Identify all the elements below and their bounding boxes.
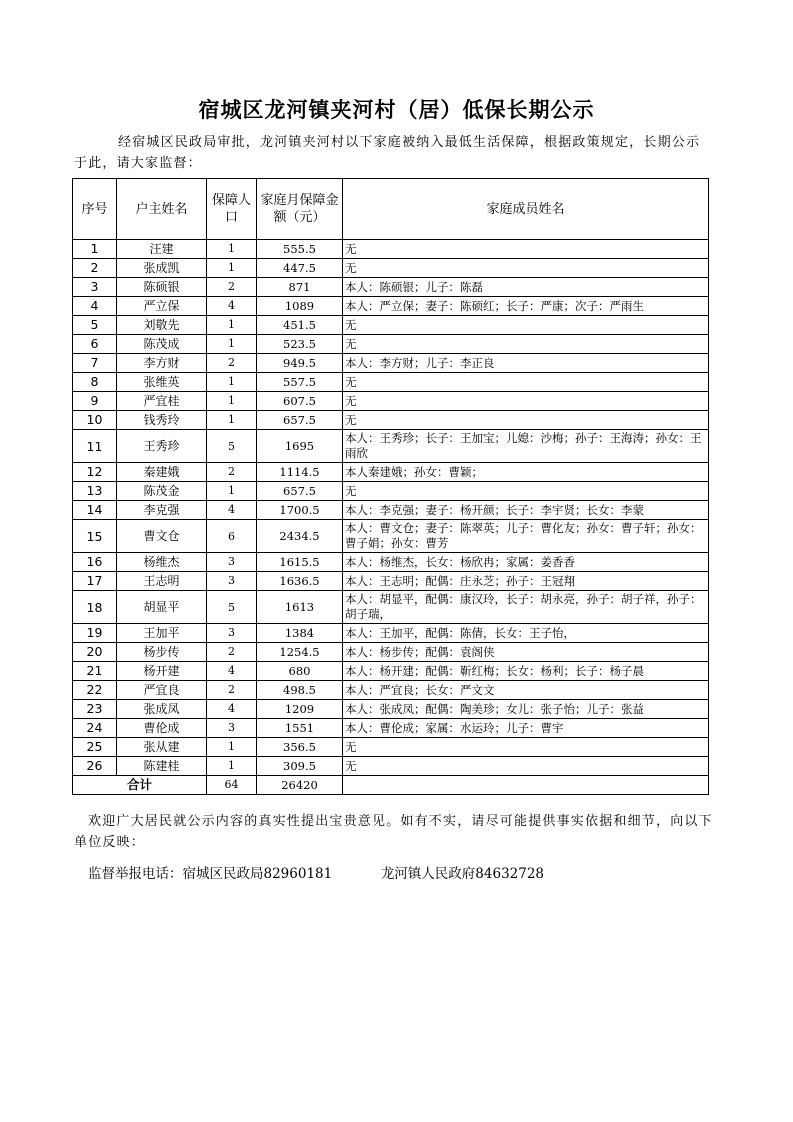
cell-people: 1 (207, 482, 257, 501)
cell-people: 1 (207, 335, 257, 354)
table-row (73, 482, 709, 501)
cell-amount: 1551 (257, 719, 343, 738)
cell-people: 1 (207, 757, 257, 776)
cell-household-head: 王秀珍 (117, 430, 207, 463)
cell-amount: 657.5 (257, 482, 343, 501)
cell-seq: 22 (73, 681, 117, 700)
cell-household-head: 严宜桂 (117, 392, 207, 411)
cell-people: 1 (207, 738, 257, 757)
cell-members: 本人：李方财；儿子：李正良 (343, 354, 709, 373)
page-title: 宿城区龙河镇夹河村（居）低保长期公示 (198, 98, 595, 122)
cell-members: 无 (343, 373, 709, 392)
cell-people: 2 (207, 681, 257, 700)
cell-household-head: 杨步传 (117, 643, 207, 662)
cell-seq: 1 (73, 240, 117, 259)
cell-household-head: 李克强 (117, 501, 207, 520)
cell-household-head: 胡显平 (117, 591, 207, 624)
table-row (73, 392, 709, 411)
header-members: 家庭成员姓名 (343, 179, 709, 240)
table-row (73, 316, 709, 335)
table-row (73, 463, 709, 482)
cell-members: 无 (343, 757, 709, 776)
cell-members: 本人：曹文仓；妻子：陈翠英；儿子：曹化友；孙女：曹子轩；孙女：曹子娟；孙女：曹芳 (343, 520, 709, 553)
cell-people: 6 (207, 520, 257, 553)
cell-household-head: 王加平 (117, 624, 207, 643)
cell-household-head: 陈茂成 (117, 335, 207, 354)
cell-members: 本人：陈硕银；儿子：陈磊 (343, 278, 709, 297)
cell-household-head: 钱秀玲 (117, 411, 207, 430)
cell-seq: 17 (73, 572, 117, 591)
table-row (73, 373, 709, 392)
table-row (73, 520, 709, 553)
cell-seq: 16 (73, 553, 117, 572)
cell-amount: 451.5 (257, 316, 343, 335)
table-row (73, 501, 709, 520)
table-row (73, 297, 709, 316)
cell-amount: 1615.5 (257, 553, 343, 572)
cell-members: 本人：杨维杰，长女：杨欣冉；家属：姜香香 (343, 553, 709, 572)
table-row (73, 278, 709, 297)
table-row (73, 553, 709, 572)
table-row (73, 411, 709, 430)
header-amount: 家庭月保障金额（元） (257, 179, 343, 240)
cell-people: 1 (207, 392, 257, 411)
cell-amount: 555.5 (257, 240, 343, 259)
cell-members: 本人：王秀珍；长子：王加宝；儿媳：沙梅；孙子：王海涛；孙女：王雨欣 (343, 430, 709, 463)
cell-people: 2 (207, 354, 257, 373)
cell-seq: 7 (73, 354, 117, 373)
total-amount: 26420 (257, 776, 343, 795)
cell-household-head: 杨开建 (117, 662, 207, 681)
cell-amount: 523.5 (257, 335, 343, 354)
hotline-line (88, 862, 544, 882)
cell-people: 2 (207, 643, 257, 662)
cell-members: 本人：曹伦成；家属：水运玲；儿子：曹宇 (343, 719, 709, 738)
cell-household-head: 张从建 (117, 738, 207, 757)
cell-seq: 13 (73, 482, 117, 501)
cell-people: 4 (207, 700, 257, 719)
cell-household-head: 陈建桂 (117, 757, 207, 776)
header-seq: 序号 (73, 179, 117, 240)
cell-people: 2 (207, 278, 257, 297)
cell-household-head: 张维英 (117, 373, 207, 392)
cell-members: 无 (343, 482, 709, 501)
cell-household-head: 杨维杰 (117, 553, 207, 572)
cell-seq: 8 (73, 373, 117, 392)
cell-members: 本人：王加平，配偶：陈倩，长女：王子怡， (343, 624, 709, 643)
cell-seq: 4 (73, 297, 117, 316)
cell-seq: 21 (73, 662, 117, 681)
cell-people: 1 (207, 240, 257, 259)
cell-members: 本人：杨步传；配偶：袁阁侠 (343, 643, 709, 662)
cell-seq: 20 (73, 643, 117, 662)
cell-people: 3 (207, 553, 257, 572)
cell-household-head: 张成凤 (117, 700, 207, 719)
cell-household-head: 李方财 (117, 354, 207, 373)
cell-amount: 1114.5 (257, 463, 343, 482)
cell-people: 4 (207, 662, 257, 681)
cell-household-head: 秦建娥 (117, 463, 207, 482)
total-people: 64 (207, 776, 257, 795)
cell-members: 无 (343, 738, 709, 757)
table-row (73, 719, 709, 738)
cell-seq: 26 (73, 757, 117, 776)
cell-people: 3 (207, 572, 257, 591)
cell-seq: 9 (73, 392, 117, 411)
cell-seq: 3 (73, 278, 117, 297)
cell-people: 1 (207, 411, 257, 430)
cell-seq: 12 (73, 463, 117, 482)
cell-seq: 14 (73, 501, 117, 520)
cell-household-head: 王志明 (117, 572, 207, 591)
cell-amount: 657.5 (257, 411, 343, 430)
table-row (73, 624, 709, 643)
cell-amount: 607.5 (257, 392, 343, 411)
cell-members: 本人：胡显平，配偶：康汉玲，长子：胡永亮，孙子：胡子祥，孙子：胡子瑞， (343, 591, 709, 624)
table-row (73, 757, 709, 776)
table-row (73, 335, 709, 354)
cell-seq: 10 (73, 411, 117, 430)
cell-members: 无 (343, 316, 709, 335)
cell-amount: 447.5 (257, 259, 343, 278)
cell-household-head: 刘敬先 (117, 316, 207, 335)
cell-people: 5 (207, 430, 257, 463)
cell-members: 无 (343, 411, 709, 430)
cell-members: 本人：严立保；妻子：陈硕红；长子：严康；次子：严雨生 (343, 297, 709, 316)
cell-members: 本人：严宜良；长女：严文文 (343, 681, 709, 700)
table-row (73, 430, 709, 463)
cell-people: 5 (207, 591, 257, 624)
table-body (73, 240, 709, 776)
cell-seq: 11 (73, 430, 117, 463)
header-people: 保障人口 (207, 179, 257, 240)
footer-paragraph: 欢迎广大居民就公示内容的真实性提出宝贵意见。如有不实，请尽可能提供事实依据和细节，向以下单位反映： (74, 814, 713, 850)
cell-seq: 2 (73, 259, 117, 278)
cell-people: 3 (207, 624, 257, 643)
table-header-row (73, 179, 709, 240)
cell-seq: 24 (73, 719, 117, 738)
cell-amount: 680 (257, 662, 343, 681)
hotline-town-government: 龙河镇人民政府84632728 (380, 866, 545, 882)
cell-amount: 1700.5 (257, 501, 343, 520)
table-row (73, 643, 709, 662)
cell-seq: 18 (73, 591, 117, 624)
table-row (73, 259, 709, 278)
cell-amount: 1209 (257, 700, 343, 719)
total-label: 合计 (73, 776, 207, 795)
header-household-head: 户主姓名 (117, 179, 207, 240)
cell-amount: 1636.5 (257, 572, 343, 591)
cell-members: 无 (343, 259, 709, 278)
cell-household-head: 曹文仓 (117, 520, 207, 553)
cell-amount: 949.5 (257, 354, 343, 373)
cell-household-head: 陈茂金 (117, 482, 207, 501)
table-row (73, 681, 709, 700)
cell-amount: 498.5 (257, 681, 343, 700)
cell-household-head: 汪建 (117, 240, 207, 259)
cell-members: 本人：王志明；配偶：庄永芝；孙子：王冠翔 (343, 572, 709, 591)
cell-household-head: 张成凯 (117, 259, 207, 278)
cell-amount: 1695 (257, 430, 343, 463)
table-row (73, 662, 709, 681)
table-row (73, 591, 709, 624)
table-row (73, 738, 709, 757)
cell-people: 2 (207, 463, 257, 482)
cell-people: 1 (207, 373, 257, 392)
cell-seq: 25 (73, 738, 117, 757)
cell-members: 本人：张成凤；配偶：陶美珍；女儿：张子怡；儿子：张益 (343, 700, 709, 719)
cell-seq: 15 (73, 520, 117, 553)
cell-seq: 23 (73, 700, 117, 719)
cell-people: 1 (207, 259, 257, 278)
cell-household-head: 严立保 (117, 297, 207, 316)
table-row (73, 572, 709, 591)
table-row (73, 700, 709, 719)
cell-people: 1 (207, 316, 257, 335)
cell-members: 无 (343, 335, 709, 354)
cell-people: 4 (207, 297, 257, 316)
intro-paragraph: 经宿城区民政局审批，龙河镇夹河村以下家庭被纳入最低生活保障，根据政策规定，长期公示于此，请大家监督： (74, 135, 701, 171)
cell-seq: 6 (73, 335, 117, 354)
cell-members: 本人：李克强；妻子：杨开颜；长子：李宇贤；长女：李蒙 (343, 501, 709, 520)
cell-members: 无 (343, 392, 709, 411)
total-row (73, 776, 709, 795)
cell-people: 4 (207, 501, 257, 520)
cell-household-head: 严宜良 (117, 681, 207, 700)
table-row (73, 240, 709, 259)
cell-amount: 1254.5 (257, 643, 343, 662)
cell-seq: 5 (73, 316, 117, 335)
allowance-table (72, 178, 709, 795)
cell-amount: 557.5 (257, 373, 343, 392)
cell-members: 本人：杨开建；配偶：靳红梅；长女：杨利；长子：杨子晨 (343, 662, 709, 681)
cell-household-head: 曹伦成 (117, 719, 207, 738)
cell-amount: 871 (257, 278, 343, 297)
cell-amount: 1613 (257, 591, 343, 624)
cell-amount: 309.5 (257, 757, 343, 776)
cell-amount: 1384 (257, 624, 343, 643)
cell-amount: 2434.5 (257, 520, 343, 553)
cell-household-head: 陈硕银 (117, 278, 207, 297)
cell-amount: 1089 (257, 297, 343, 316)
hotline-civil-affairs: 监督举报电话：宿城区民政局82960181 (88, 866, 333, 882)
cell-members: 无 (343, 240, 709, 259)
cell-seq: 19 (73, 624, 117, 643)
cell-people: 3 (207, 719, 257, 738)
cell-members: 本人秦建娥；孙女：曹颖； (343, 463, 709, 482)
table-row (73, 354, 709, 373)
cell-amount: 356.5 (257, 738, 343, 757)
total-members-empty (343, 776, 709, 795)
